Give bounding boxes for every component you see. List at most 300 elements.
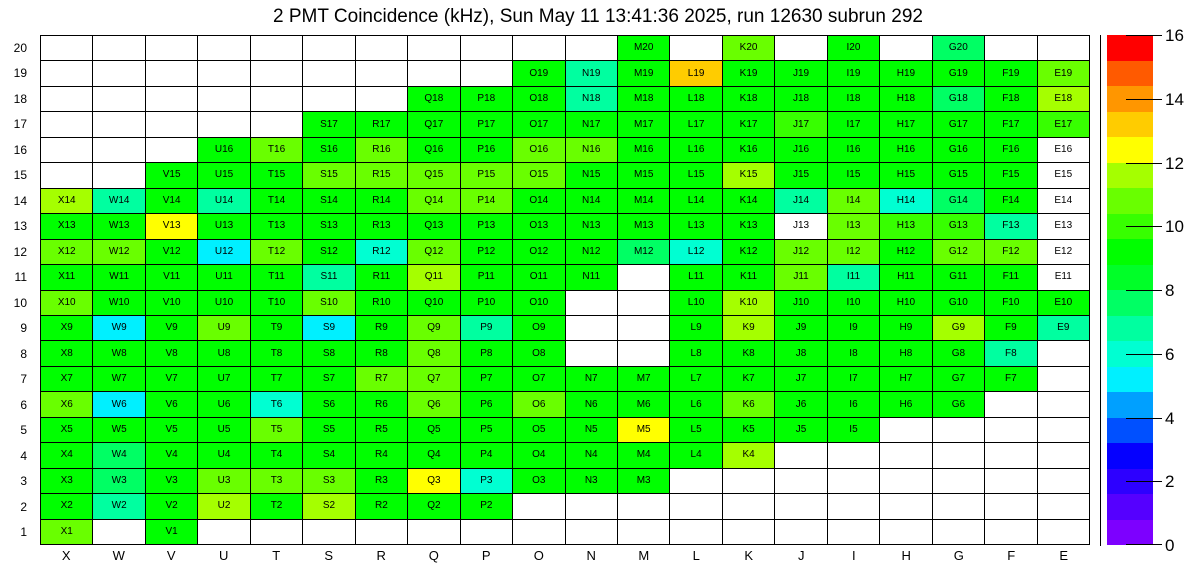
heatmap-cell: N12 <box>566 240 617 264</box>
colorbar-tick-line <box>1126 354 1162 355</box>
heatmap-cell <box>513 494 564 518</box>
heatmap-cell: P15 <box>461 163 512 187</box>
heatmap-cell: T3 <box>251 469 302 493</box>
heatmap-cell: V7 <box>146 367 197 391</box>
heatmap-cell <box>933 469 984 493</box>
heatmap-cell: G19 <box>933 61 984 85</box>
heatmap-cell: I5 <box>828 418 879 442</box>
colorbar-band <box>1107 494 1153 520</box>
heatmap-cell: J6 <box>775 392 826 416</box>
heatmap-cell: N18 <box>566 87 617 111</box>
heatmap-cell: O5 <box>513 418 564 442</box>
x-axis-label: M <box>638 548 650 563</box>
heatmap-cell <box>566 341 617 365</box>
colorbar-tick-line <box>1126 418 1162 419</box>
heatmap-cell: W2 <box>93 494 144 518</box>
y-axis-label: 9 <box>20 321 27 336</box>
heatmap-cell <box>146 112 197 136</box>
y-axis-label: 4 <box>20 448 27 463</box>
colorbar-tick-label: 6 <box>1165 345 1175 364</box>
heatmap-cell: X5 <box>41 418 92 442</box>
x-axis-label: X <box>61 548 71 563</box>
heatmap-cell: T5 <box>251 418 302 442</box>
heatmap-cell: U16 <box>198 138 249 162</box>
heatmap-cell <box>356 520 407 544</box>
heatmap-cell: G11 <box>933 265 984 289</box>
heatmap-cell: N5 <box>566 418 617 442</box>
heatmap-cell <box>670 36 721 60</box>
heatmap-cell: R11 <box>356 265 407 289</box>
heatmap-cell <box>303 61 354 85</box>
x-axis-label: H <box>901 548 911 563</box>
colorbar-tick-line <box>1126 99 1162 100</box>
colorbar-tick-label: 12 <box>1165 154 1184 173</box>
heatmap-cell: I8 <box>828 341 879 365</box>
heatmap-cell: N11 <box>566 265 617 289</box>
heatmap-cell <box>566 494 617 518</box>
x-axis-label: O <box>533 548 544 563</box>
heatmap-cell <box>880 520 931 544</box>
colorbar-band <box>1107 163 1153 189</box>
heatmap-cell <box>933 443 984 467</box>
heatmap-cell <box>1038 494 1089 518</box>
heatmap-cell: H19 <box>880 61 931 85</box>
heatmap-cell: I7 <box>828 367 879 391</box>
heatmap-cell: W10 <box>93 291 144 315</box>
heatmap-cell: H16 <box>880 138 931 162</box>
heatmap-cell: U6 <box>198 392 249 416</box>
heatmap-cell: M13 <box>618 214 669 238</box>
heatmap-cell <box>93 163 144 187</box>
heatmap-cell <box>93 112 144 136</box>
heatmap-cell: K5 <box>723 418 774 442</box>
heatmap-cell: T9 <box>251 316 302 340</box>
heatmap-cell: U13 <box>198 214 249 238</box>
heatmap-cell <box>198 112 249 136</box>
heatmap-cell: M14 <box>618 189 669 213</box>
heatmap-cell: P17 <box>461 112 512 136</box>
heatmap-cell: M15 <box>618 163 669 187</box>
heatmap-cell: R16 <box>356 138 407 162</box>
heatmap-cell: L4 <box>670 443 721 467</box>
heatmap-cell: U2 <box>198 494 249 518</box>
heatmap-cell: V6 <box>146 392 197 416</box>
heatmap-cell: R14 <box>356 189 407 213</box>
heatmap-cell: R6 <box>356 392 407 416</box>
heatmap-cell: L13 <box>670 214 721 238</box>
x-axis-label: E <box>1059 548 1069 563</box>
heatmap-cell: F17 <box>985 112 1036 136</box>
colorbar-tick-line <box>1126 226 1162 227</box>
heatmap-cell <box>251 87 302 111</box>
heatmap-cell: Q10 <box>408 291 459 315</box>
heatmap-cell: O18 <box>513 87 564 111</box>
heatmap-cell: I19 <box>828 61 879 85</box>
heatmap-cell: Q9 <box>408 316 459 340</box>
heatmap-cell: L11 <box>670 265 721 289</box>
heatmap-cell: P8 <box>461 341 512 365</box>
colorbar-band <box>1107 188 1153 214</box>
y-axis-label: 10 <box>13 295 27 310</box>
heatmap-cell: F10 <box>985 291 1036 315</box>
heatmap-cell: M7 <box>618 367 669 391</box>
heatmap-cell: G14 <box>933 189 984 213</box>
heatmap-cell: J14 <box>775 189 826 213</box>
colorbar-tick-label: 0 <box>1165 536 1175 555</box>
heatmap-cell <box>251 36 302 60</box>
heatmap-cell: T12 <box>251 240 302 264</box>
heatmap-cell: J12 <box>775 240 826 264</box>
x-axis-labels <box>40 548 1090 566</box>
heatmap-cell: P13 <box>461 214 512 238</box>
heatmap-cell <box>408 520 459 544</box>
colorbar-band <box>1107 61 1153 87</box>
heatmap-cell <box>93 520 144 544</box>
heatmap-cell: O12 <box>513 240 564 264</box>
heatmap-cell <box>513 520 564 544</box>
x-axis-label: F <box>1007 548 1016 563</box>
heatmap-cell: G16 <box>933 138 984 162</box>
heatmap-cell: S11 <box>303 265 354 289</box>
heatmap-cell <box>146 61 197 85</box>
y-axis-label: 17 <box>13 117 27 132</box>
heatmap-cell <box>251 112 302 136</box>
heatmap-cell: M16 <box>618 138 669 162</box>
heatmap-cell: O16 <box>513 138 564 162</box>
heatmap-cell <box>41 61 92 85</box>
heatmap-cell: V9 <box>146 316 197 340</box>
heatmap-cell: K7 <box>723 367 774 391</box>
heatmap-cell <box>775 520 826 544</box>
heatmap-cell: Q8 <box>408 341 459 365</box>
heatmap-cell: H12 <box>880 240 931 264</box>
heatmap-cell: W8 <box>93 341 144 365</box>
heatmap-cell: Q7 <box>408 367 459 391</box>
heatmap-cell <box>41 163 92 187</box>
heatmap-cell: M12 <box>618 240 669 264</box>
heatmap-cell: J13 <box>775 214 826 238</box>
heatmap-cell <box>198 87 249 111</box>
heatmap-cell: N7 <box>566 367 617 391</box>
heatmap-cell <box>408 61 459 85</box>
heatmap-cell: V8 <box>146 341 197 365</box>
heatmap-cell: N3 <box>566 469 617 493</box>
heatmap-cell <box>985 494 1036 518</box>
heatmap-cell: O7 <box>513 367 564 391</box>
heatmap-cell <box>828 520 879 544</box>
heatmap-cell: O8 <box>513 341 564 365</box>
heatmap-cell: L14 <box>670 189 721 213</box>
heatmap-cell: Q18 <box>408 87 459 111</box>
heatmap-cell: M17 <box>618 112 669 136</box>
y-axis-label: 1 <box>20 525 27 540</box>
heatmap-cell: I12 <box>828 240 879 264</box>
heatmap-cell: J19 <box>775 61 826 85</box>
heatmap-cell: P12 <box>461 240 512 264</box>
heatmap-cell <box>146 87 197 111</box>
heatmap-cell: G20 <box>933 36 984 60</box>
heatmap-cell <box>618 316 669 340</box>
heatmap-cell <box>670 469 721 493</box>
x-axis-label: R <box>376 548 386 563</box>
colorbar-band <box>1107 112 1153 138</box>
y-axis-label: 8 <box>20 346 27 361</box>
heatmap-cell <box>303 520 354 544</box>
heatmap-cell: R4 <box>356 443 407 467</box>
heatmap-cell: U9 <box>198 316 249 340</box>
y-axis-label: 11 <box>14 270 27 285</box>
heatmap-cell: E15 <box>1038 163 1089 187</box>
heatmap-cell: T16 <box>251 138 302 162</box>
heatmap-cell <box>880 469 931 493</box>
heatmap-cell: O4 <box>513 443 564 467</box>
heatmap-cell: H18 <box>880 87 931 111</box>
heatmap-cell: N16 <box>566 138 617 162</box>
y-axis-label: 3 <box>20 474 27 489</box>
heatmap-cell <box>985 520 1036 544</box>
heatmap-cell <box>1038 341 1089 365</box>
heatmap-cell <box>985 36 1036 60</box>
heatmap-cell: O11 <box>513 265 564 289</box>
heatmap-cell: P5 <box>461 418 512 442</box>
x-axis-label: W <box>112 548 125 563</box>
heatmap-cell: I9 <box>828 316 879 340</box>
heatmap-cell: U5 <box>198 418 249 442</box>
heatmap-cell: W4 <box>93 443 144 467</box>
heatmap-cell <box>828 494 879 518</box>
heatmap-cell: E11 <box>1038 265 1089 289</box>
colorbar-tick-label: 4 <box>1165 409 1175 428</box>
heatmap-cell: X9 <box>41 316 92 340</box>
heatmap-cell: K8 <box>723 341 774 365</box>
heatmap-cell: L16 <box>670 138 721 162</box>
heatmap-cell <box>723 469 774 493</box>
colorbar-band <box>1107 265 1153 291</box>
heatmap-cell: J15 <box>775 163 826 187</box>
heatmap-cell <box>303 87 354 111</box>
y-axis-label: 20 <box>13 40 27 55</box>
heatmap-cell <box>93 138 144 162</box>
heatmap-cell: U12 <box>198 240 249 264</box>
heatmap-cell: V1 <box>146 520 197 544</box>
heatmap-cell: U15 <box>198 163 249 187</box>
heatmap-cell: M18 <box>618 87 669 111</box>
heatmap-cell: Q12 <box>408 240 459 264</box>
heatmap-cell: V11 <box>146 265 197 289</box>
heatmap-cell <box>880 494 931 518</box>
heatmap-cell: O15 <box>513 163 564 187</box>
heatmap-cell: Q6 <box>408 392 459 416</box>
heatmap-cell <box>566 291 617 315</box>
heatmap-cell <box>618 265 669 289</box>
heatmap-cell <box>933 520 984 544</box>
heatmap-cell <box>41 87 92 111</box>
heatmap-cell: F14 <box>985 189 1036 213</box>
heatmap-cell <box>93 61 144 85</box>
colorbar-band <box>1107 316 1153 342</box>
heatmap-cell: F12 <box>985 240 1036 264</box>
heatmap-cell <box>1038 367 1089 391</box>
colorbar-band <box>1107 290 1153 316</box>
heatmap-cell <box>775 443 826 467</box>
heatmap-cell <box>670 520 721 544</box>
heatmap-cell: F9 <box>985 316 1036 340</box>
heatmap-cell: Q4 <box>408 443 459 467</box>
colorbar-axis-line <box>1100 35 1101 546</box>
heatmap-cell: Q5 <box>408 418 459 442</box>
heatmap-cell: H8 <box>880 341 931 365</box>
heatmap-cell: K12 <box>723 240 774 264</box>
heatmap-cell <box>461 36 512 60</box>
colorbar-tick-label: 16 <box>1165 26 1184 45</box>
heatmap-cell <box>198 36 249 60</box>
heatmap-cell: S15 <box>303 163 354 187</box>
y-axis-label: 6 <box>20 397 27 412</box>
heatmap-cell: P6 <box>461 392 512 416</box>
heatmap-cell: I10 <box>828 291 879 315</box>
heatmap-cell: V13 <box>146 214 197 238</box>
heatmap-cell: U8 <box>198 341 249 365</box>
heatmap-cell: V5 <box>146 418 197 442</box>
heatmap-cell: Q14 <box>408 189 459 213</box>
heatmap-cell: I14 <box>828 189 879 213</box>
heatmap-cell: O19 <box>513 61 564 85</box>
heatmap-cell: L15 <box>670 163 721 187</box>
heatmap-cell: H10 <box>880 291 931 315</box>
y-axis-label: 5 <box>20 423 27 438</box>
heatmap-cell: O6 <box>513 392 564 416</box>
heatmap-cell: J18 <box>775 87 826 111</box>
heatmap-cell: V10 <box>146 291 197 315</box>
heatmap-cell: X14 <box>41 189 92 213</box>
heatmap-cell: F18 <box>985 87 1036 111</box>
heatmap-cell: R13 <box>356 214 407 238</box>
heatmap-cell: V3 <box>146 469 197 493</box>
heatmap-cell: K9 <box>723 316 774 340</box>
heatmap-cell: O10 <box>513 291 564 315</box>
y-axis-label: 12 <box>13 244 27 259</box>
heatmap-cell: O17 <box>513 112 564 136</box>
heatmap-cell: T8 <box>251 341 302 365</box>
y-axis-labels <box>0 35 34 545</box>
heatmap-cell: O9 <box>513 316 564 340</box>
heatmap-cell: T10 <box>251 291 302 315</box>
heatmap-cell: H17 <box>880 112 931 136</box>
heatmap-cell: S14 <box>303 189 354 213</box>
x-axis-label: L <box>692 548 700 563</box>
heatmap-cell: Q15 <box>408 163 459 187</box>
heatmap-cell: R10 <box>356 291 407 315</box>
heatmap-cell: F16 <box>985 138 1036 162</box>
heatmap-cell: X4 <box>41 443 92 467</box>
heatmap-cell: X10 <box>41 291 92 315</box>
heatmap-cell: S9 <box>303 316 354 340</box>
heatmap-cell: W12 <box>93 240 144 264</box>
heatmap-cell: F13 <box>985 214 1036 238</box>
heatmap-cell <box>985 418 1036 442</box>
heatmap-cell: K14 <box>723 189 774 213</box>
colorbar-band <box>1107 443 1153 469</box>
heatmap-cell: L5 <box>670 418 721 442</box>
heatmap-cell: P2 <box>461 494 512 518</box>
x-axis-label: N <box>586 548 596 563</box>
heatmap-cell: S12 <box>303 240 354 264</box>
heatmap-cell: S8 <box>303 341 354 365</box>
heatmap-cell: E13 <box>1038 214 1089 238</box>
heatmap-cell: G12 <box>933 240 984 264</box>
heatmap-cell: S10 <box>303 291 354 315</box>
heatmap-cell: U3 <box>198 469 249 493</box>
heatmap-cell: F8 <box>985 341 1036 365</box>
heatmap-cell: T2 <box>251 494 302 518</box>
heatmap-cell: P14 <box>461 189 512 213</box>
heatmap-cell: R7 <box>356 367 407 391</box>
heatmap-cell <box>566 316 617 340</box>
heatmap-cell: O13 <box>513 214 564 238</box>
colorbar-tick-line <box>1126 163 1162 164</box>
heatmap-cell: X6 <box>41 392 92 416</box>
x-axis-label: P <box>481 548 491 563</box>
heatmap-cell: K15 <box>723 163 774 187</box>
heatmap-cell <box>356 61 407 85</box>
y-axis-label: 7 <box>20 372 27 387</box>
colorbar-tick-line <box>1126 290 1162 291</box>
heatmap-cell: L10 <box>670 291 721 315</box>
colorbar-tick-label: 2 <box>1165 472 1175 491</box>
heatmap-cell: V4 <box>146 443 197 467</box>
heatmap-cell: X8 <box>41 341 92 365</box>
heatmap-cell <box>618 494 669 518</box>
heatmap-cell <box>1038 36 1089 60</box>
heatmap-cell <box>513 36 564 60</box>
heatmap-cell: Q3 <box>408 469 459 493</box>
heatmap-cell: L9 <box>670 316 721 340</box>
x-axis-label: G <box>953 548 964 563</box>
heatmap-cell: X2 <box>41 494 92 518</box>
heatmap-cell: T6 <box>251 392 302 416</box>
heatmap-cell <box>828 443 879 467</box>
heatmap-cell: R15 <box>356 163 407 187</box>
colorbar-band <box>1107 520 1153 546</box>
heatmap-cell: J5 <box>775 418 826 442</box>
heatmap-cell: S4 <box>303 443 354 467</box>
y-axis-label: 15 <box>13 168 27 183</box>
heatmap-cell: K6 <box>723 392 774 416</box>
colorbar-tick-line <box>1126 35 1162 36</box>
heatmap-cell: G17 <box>933 112 984 136</box>
colorbar-band <box>1107 35 1153 61</box>
x-axis-label: S <box>324 548 334 563</box>
heatmap-cell <box>146 138 197 162</box>
heatmap-cell <box>251 520 302 544</box>
heatmap-cell <box>41 138 92 162</box>
heatmap-cell: H15 <box>880 163 931 187</box>
heatmap-cell: M6 <box>618 392 669 416</box>
heatmap-cell <box>933 418 984 442</box>
heatmap-cell: N15 <box>566 163 617 187</box>
heatmap-cell: K20 <box>723 36 774 60</box>
heatmap-cell: W14 <box>93 189 144 213</box>
x-axis-label: K <box>744 548 754 563</box>
heatmap-cell <box>985 469 1036 493</box>
heatmap-cell: U14 <box>198 189 249 213</box>
heatmap-cell: S2 <box>303 494 354 518</box>
colorbar-tick-label: 14 <box>1165 90 1184 109</box>
heatmap-cell: L12 <box>670 240 721 264</box>
heatmap-grid <box>40 35 1090 545</box>
heatmap-cell <box>41 36 92 60</box>
x-axis-label: J <box>798 548 805 563</box>
